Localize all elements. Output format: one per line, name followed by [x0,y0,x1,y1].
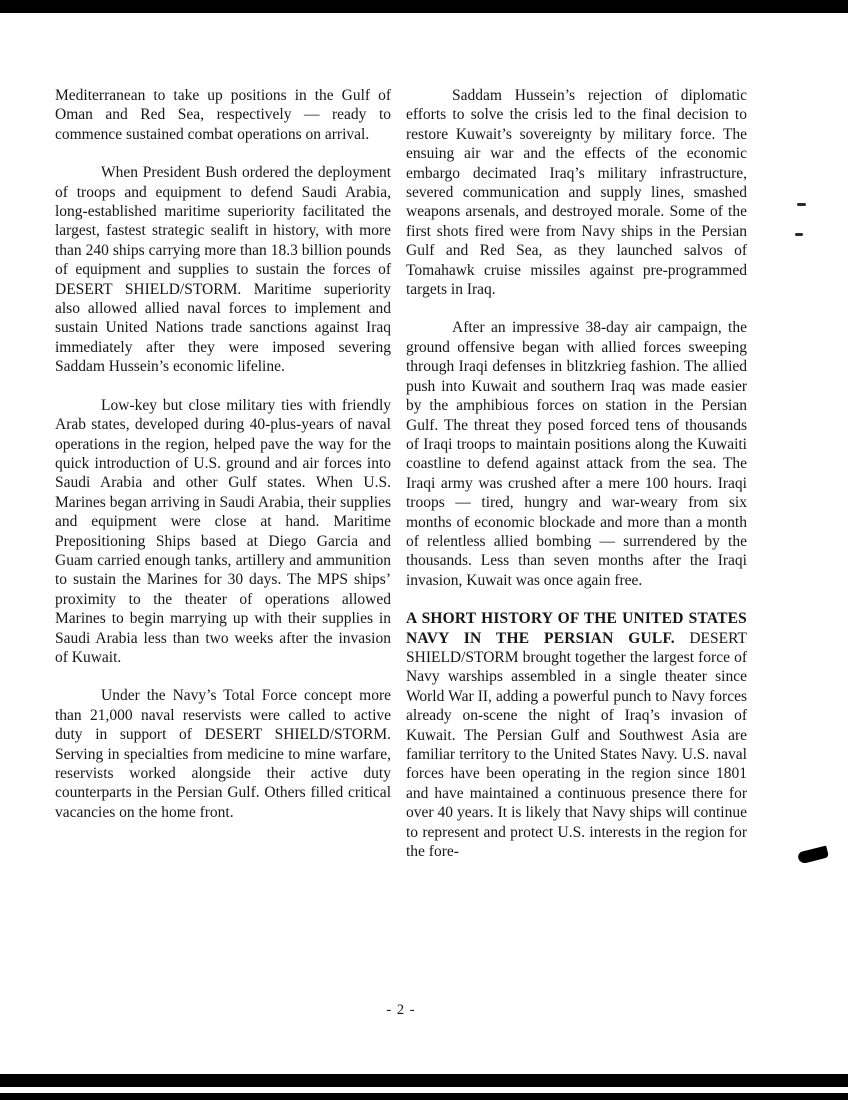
left-column [55,86,391,861]
paragraph: Low-key but close military ties with friendly Arab states, developed during 40-plus-years of naval operations in the region, helped pave the way for the quick introduction of U.S. ground and air forces into Saudi Arabia and other Gulf states. When U.S. Marines began arriving in Saudi Arabia, their supplies and equipment were close at hand. Maritime Prepositioning Ships based at Diego Garcia and Guam carried enough tanks, artillery and ammunition to sustain the Marines for 30 days. The MPS ships’ proximity to the theater of operations allowed Marines to begin marrying up with their supplies in Saudi Arabia less than two weeks after the invasion of Kuwait. [55,396,391,666]
scan-artifact-dash [797,203,806,206]
paragraph: Mediterranean to take up positions in the Gulf of Oman and Red Sea, respectively — ready to commence sustained combat operations on arrival. [55,87,391,143]
bottom-border-bar [0,1074,848,1087]
paragraph: Saddam Hussein’s rejection of diplomatic efforts to solve the crisis led to the final decision to restore Kuwait’s sovereignty by military force. The ensuing air war and the effects of the economic embargo decimated Iraq’s military infrastructure, severed communication and supply lines, smashed weapons arsenals, and destroyed morale. Some of the first shots fired were from Navy ships in the Persian Gulf and Red Sea, as they launched salvos of Tomahawk cruise missiles against pre-programmed targets in Iraq. [406,87,747,299]
section-heading: A SHORT HISTORY OF THE UNITED STATES NAVY IN THE PERSIAN GULF. [406,610,747,647]
page-number: - 2 - [386,1002,416,1018]
paragraph: When President Bush ordered the deployment of troops and equipment to defend Saudi Arabia, long-established maritime superiority facilitated the largest, fastest strategic sealift in history, with more than 240 ships carrying more than 18.3 billion pounds of equipment and supplies to sustain the forces of DESERT SHIELD/STORM. Maritime superiority also allowed allied naval forces to implement and sustain United Nations trade sanctions against Iraq immediately after they were imposed severing Saddam Hussein’s economic lifeline. [55,164,391,376]
paragraph-text: DESERT SHIELD/STORM brought together the largest force of Navy warships assembled in a single theater since World War II, adding a powerful punch to Navy forces already on-scene the night of Iraq’s invasion of Kuwait. The Persian Gulf and Southwest Asia are familiar territory to the United States Navy. U.S. naval forces have been operating in the region since 1801 and have maintained a continuous presence there for over 40 years. It is likely that Navy ships will continue to represent and protect U.S. interests in the region for the fore- [406,629,747,861]
top-border-bar [0,0,848,13]
page-content [55,86,747,861]
paragraph: After an impressive 38-day air campaign, the ground offensive began with allied forces sweeping through Iraqi defenses in blitzkrieg fashion. The allied push into Kuwait and southern Iraq was made easier by the amphibious forces on station in the Persian Gulf. The threat they posed forced tens of thousands of Iraqi troops to maintain positions along the Kuwaiti coastline to defend against attack from the sea. The Iraqi army was crushed after a mere 100 hours. Iraqi troops — tired, hungry and war-weary from six months of economic blockade and more than a month of relentless allied bombing — surrendered by the thousands. Less than seven months after the Iraqi invasion, Kuwait was once again free. [406,319,747,589]
bottom-border-bar [0,1093,848,1100]
paragraph-with-heading [406,609,747,861]
paragraph: Under the Navy’s Total Force concept more than 21,000 naval reservists were called to active duty in support of DESERT SHIELD/STORM. Serving in specialties from medicine to mine warfare, reservists worked alongside their active duty counterparts in the Persian Gulf. Others filled critical vacancies on the home front. [55,687,391,821]
scan-artifact-dash [795,233,803,236]
right-column [406,86,747,861]
scan-artifact-pen-mark [797,846,829,865]
